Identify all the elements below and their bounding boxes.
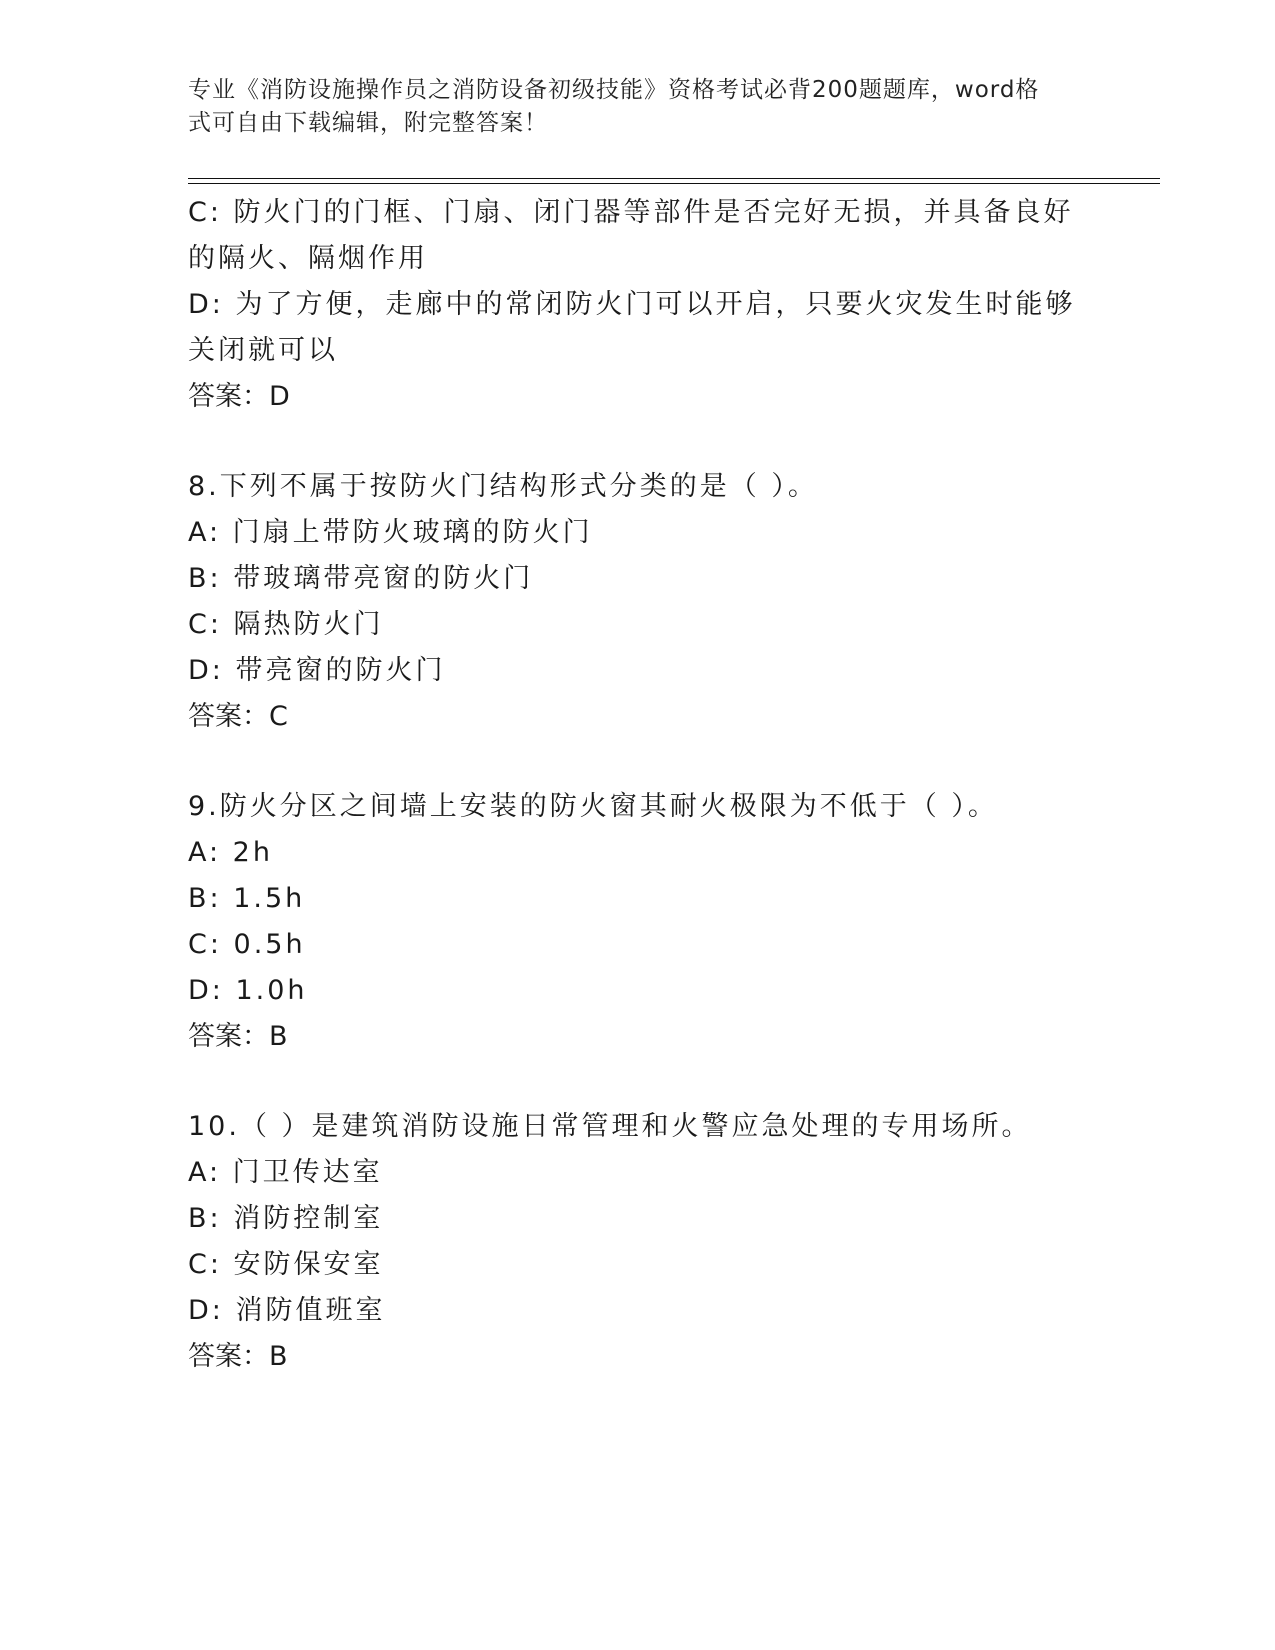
- answer: 答案：D: [188, 381, 290, 412]
- header-line-1: 专业《消防设施操作员之消防设备初级技能》资格考试必背200题题库，word格: [188, 77, 1040, 103]
- question-stem: 10.（ ）是建筑消防设施日常管理和火警应急处理的专用场所。: [188, 1111, 1032, 1142]
- option-a: A: 门卫传达室: [188, 1157, 383, 1188]
- option-d: D: 消防值班室: [188, 1295, 386, 1326]
- question-8: [188, 464, 1088, 740]
- header-divider-top: [188, 178, 1160, 179]
- header-divider-bottom: [188, 183, 1160, 184]
- option-d: D: 1.0h: [188, 975, 308, 1006]
- question-7-continued: [188, 190, 1088, 420]
- header-line-2: 式可自由下载编辑，附完整答案！: [188, 110, 548, 136]
- question-content: [188, 190, 1088, 1380]
- question-stem: 8.下列不属于按防火门结构形式分类的是（ ）。: [188, 471, 818, 502]
- option-b: B: 消防控制室: [188, 1203, 384, 1234]
- option-b: B: 带玻璃带亮窗的防火门: [188, 563, 534, 594]
- option-d: D: 为了方便，走廊中的常闭防火门可以开启，只要火灾发生时能够关闭就可以: [188, 289, 1076, 366]
- option-a: A: 门扇上带防火玻璃的防火门: [188, 517, 593, 548]
- question-9: [188, 784, 1088, 1060]
- question-10: [188, 1104, 1088, 1380]
- answer: 答案：B: [188, 1341, 288, 1372]
- option-c: C: 防火门的门框、门扇、闭门器等部件是否完好无损，并具备良好的隔火、隔烟作用: [188, 197, 1074, 274]
- option-c: C: 0.5h: [188, 929, 306, 960]
- question-stem: 9.防火分区之间墙上安装的防火窗其耐火极限为不低于（ ）。: [188, 791, 998, 822]
- option-c: C: 隔热防火门: [188, 609, 384, 640]
- option-c: C: 安防保安室: [188, 1249, 384, 1280]
- answer: 答案：C: [188, 701, 288, 732]
- answer: 答案：B: [188, 1021, 288, 1052]
- option-b: B: 1.5h: [188, 883, 306, 914]
- option-d: D: 带亮窗的防火门: [188, 655, 446, 686]
- document-header: [188, 74, 1088, 140]
- option-a: A: 2h: [188, 837, 273, 868]
